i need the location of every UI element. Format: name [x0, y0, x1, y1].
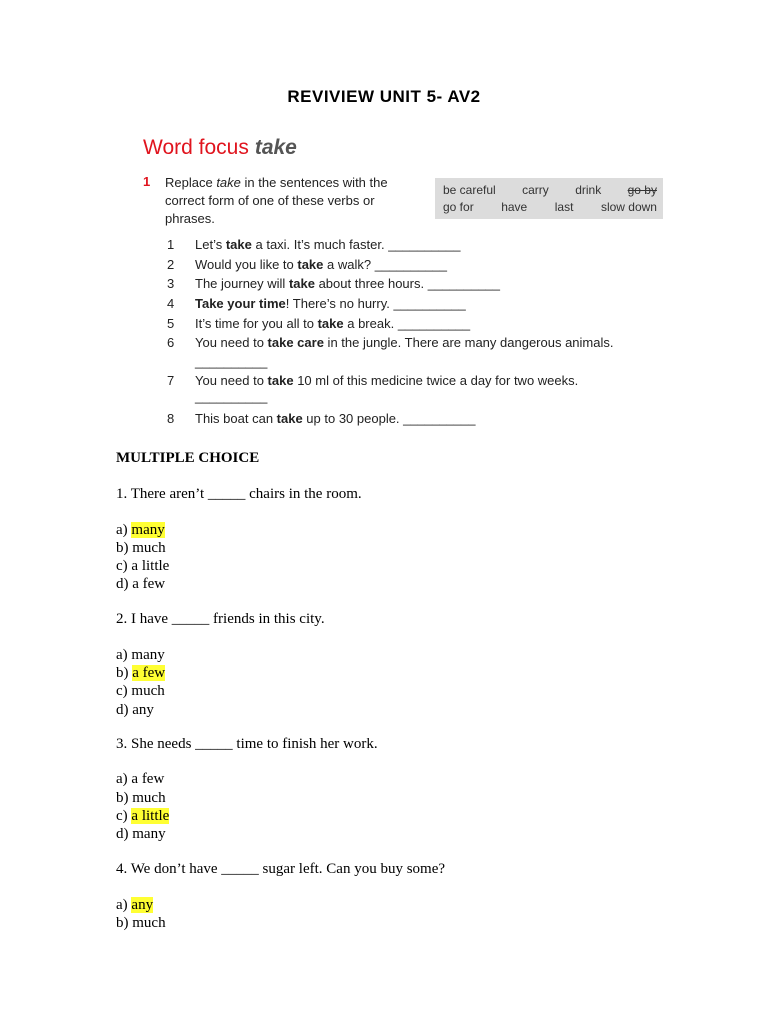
answer-option — [116, 701, 154, 719]
sentence-text — [195, 411, 475, 426]
option-letter: d) — [116, 826, 133, 842]
sentence-bold: take — [297, 257, 324, 272]
verb-option: carry — [522, 183, 549, 197]
sentence-bold: take care — [267, 335, 324, 350]
sentence-pre: The journey will — [195, 276, 289, 291]
option-text-highlighted: any — [131, 897, 154, 913]
sentence-post: a break. __________ — [343, 316, 471, 331]
sentence-number: 1 — [167, 237, 175, 252]
sentence-pre: Let’s — [195, 237, 226, 252]
verb-options-box — [435, 178, 663, 219]
exercise-instruction — [165, 174, 427, 228]
sentence-bold: take — [225, 237, 252, 252]
question-text: 4. We don’t have _____ sugar left. Can you buy some? — [116, 861, 446, 877]
sentence-post: about three hours. __________ — [314, 276, 501, 291]
sentence-post: up to 30 people. __________ — [302, 411, 476, 426]
answer-option — [116, 646, 165, 664]
sentence-text — [195, 373, 578, 388]
option-text: much — [132, 540, 166, 556]
option-letter: a) — [116, 897, 132, 913]
answer-option — [116, 521, 165, 539]
verb-row-2 — [443, 200, 657, 214]
sentence-post: in the jungle. There are many dangerous animals. — [323, 335, 614, 350]
sentence-text — [195, 276, 500, 291]
option-letter: c) — [116, 808, 132, 824]
option-letter: a) — [116, 771, 132, 787]
option-letter: b) — [116, 540, 133, 556]
option-text: a few — [131, 771, 165, 787]
sentence-number: 4 — [167, 296, 175, 311]
option-text: a little — [131, 558, 170, 574]
sentence-post: a walk? __________ — [323, 257, 448, 272]
word-focus-heading-text: Word focus — [143, 136, 249, 159]
answer-option — [116, 664, 165, 682]
sentence-post: 10 ml of this medicine twice a day for two weeks. — [293, 373, 579, 388]
sentence-number: 3 — [167, 276, 175, 291]
option-letter: b) — [116, 665, 133, 681]
answer-option — [116, 557, 169, 575]
sentence-text — [195, 316, 470, 331]
verb-option: slow down — [600, 200, 657, 214]
verb-option: have — [501, 200, 528, 214]
sentence-pre: It’s time for you all to — [195, 316, 318, 331]
sentence-number: 7 — [167, 373, 175, 388]
sentence-text — [195, 296, 466, 311]
option-letter: c) — [116, 558, 132, 574]
option-letter: d) — [116, 576, 133, 592]
answer-option — [116, 682, 165, 700]
verb-option: last — [554, 200, 574, 214]
question-text: 1. There aren’t _____ chairs in the room. — [116, 486, 362, 502]
sentence-text — [195, 257, 447, 272]
sentence-bold: Take your time — [195, 296, 286, 311]
answer-option — [116, 807, 169, 825]
exercise-number: 1 — [143, 174, 151, 189]
sentence-number: 8 — [167, 411, 175, 426]
sentence-text — [195, 237, 461, 252]
word-focus-heading-word: take — [254, 136, 297, 159]
multiple-choice-title: MULTIPLE CHOICE — [116, 450, 260, 466]
option-text-highlighted: many — [131, 522, 165, 538]
answer-option — [116, 789, 166, 807]
option-text: much — [132, 790, 166, 806]
option-text: much — [132, 915, 166, 931]
sentence-bold: take — [317, 316, 344, 331]
verb-row-1 — [443, 183, 657, 197]
option-text-highlighted: a little — [131, 808, 170, 824]
sentence-bold: take — [276, 411, 303, 426]
answer-option — [116, 825, 166, 843]
answer-option — [116, 770, 164, 788]
answer-option — [116, 914, 166, 932]
option-text-highlighted: a few — [132, 665, 166, 681]
sentence-pre: Would you like to — [195, 257, 298, 272]
sentence-pre: You need to — [195, 335, 268, 350]
sentence-pre: This boat can — [195, 411, 277, 426]
verb-option: drink — [575, 183, 602, 197]
sentence-post: a taxi. It’s much faster. __________ — [251, 237, 461, 252]
option-text: a few — [132, 576, 166, 592]
sentence-number: 6 — [167, 335, 175, 350]
sentence-post: ! There’s no hurry. __________ — [285, 296, 466, 311]
verb-option: be careful — [443, 183, 496, 197]
option-letter: d) — [116, 702, 133, 718]
option-letter: c) — [116, 683, 132, 699]
sentence-bold: take — [267, 373, 294, 388]
sentence-pre: You need to — [195, 373, 268, 388]
option-text: many — [131, 647, 165, 663]
document-title: REVIVIEW UNIT 5- AV2 — [287, 87, 481, 106]
verb-option-crossed: go by — [627, 183, 657, 197]
word-focus-heading — [143, 136, 297, 160]
option-letter: a) — [116, 647, 132, 663]
answer-blank: __________ — [195, 389, 268, 404]
answer-option — [116, 539, 166, 557]
answer-option — [116, 575, 165, 593]
option-text: any — [132, 702, 154, 718]
instruction-pre: Replace — [165, 175, 217, 190]
verb-option: go for — [443, 200, 474, 214]
sentence-text — [195, 335, 613, 350]
option-text: much — [131, 683, 165, 699]
sentence-number: 2 — [167, 257, 175, 272]
option-letter: b) — [116, 790, 133, 806]
option-letter: b) — [116, 915, 133, 931]
option-text: many — [132, 826, 166, 842]
instruction-word: take — [216, 175, 241, 190]
question-text: 3. She needs _____ time to finish her work. — [116, 736, 378, 752]
sentence-number: 5 — [167, 316, 175, 331]
answer-option — [116, 896, 153, 914]
question-text: 2. I have _____ friends in this city. — [116, 611, 325, 627]
instruction-post: in the sentences with the correct form of one of these verbs or phrases. — [165, 175, 388, 226]
option-letter: a) — [116, 522, 132, 538]
sentence-bold: take — [288, 276, 315, 291]
answer-blank: __________ — [195, 354, 268, 369]
